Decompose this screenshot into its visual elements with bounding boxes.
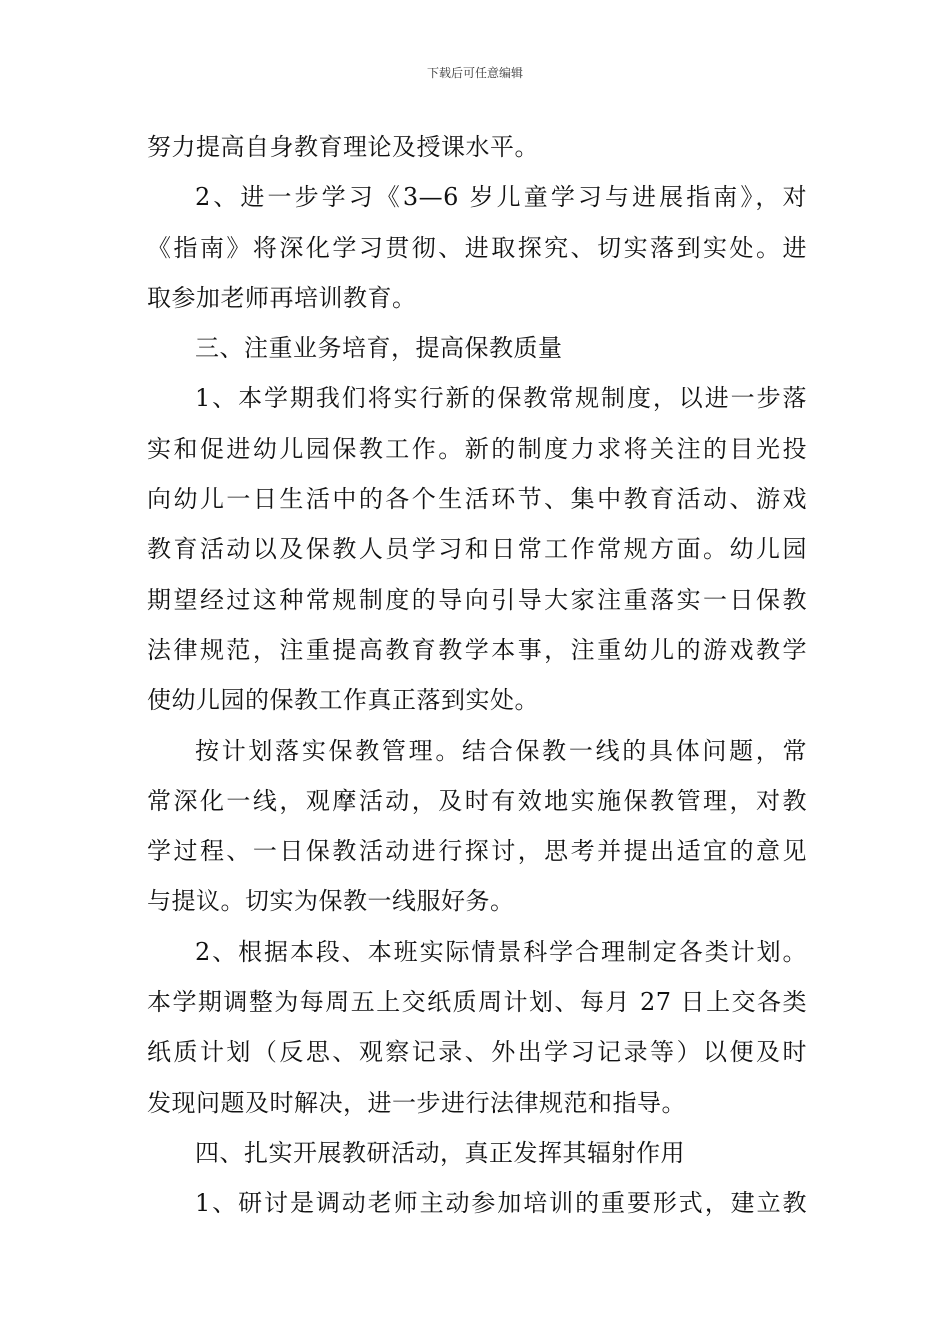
text-line: 实和促进幼儿园保教工作。新的制度力求将关注的目光投 bbox=[147, 434, 807, 463]
text-line: 与提议。切实为保教一线服好务。 bbox=[147, 887, 515, 916]
text-line: 向幼儿一日生活中的各个生活环节、集中教育活动、游戏 bbox=[147, 485, 807, 514]
text-line: 本学期调整为每周五上交纸质周计划、每月 27 日上交各类 bbox=[147, 988, 807, 1017]
document-body bbox=[147, 122, 807, 1229]
text-line: 2、进一步学习《3—6 岁儿童学习与进展指南》，对 bbox=[195, 183, 807, 212]
text-line: 1、研讨是调动老师主动参加培训的重要形式，建立教 bbox=[195, 1189, 807, 1218]
text-line: 纸质计划（反思、观察记录、外出学习记录等）以便及时 bbox=[147, 1038, 807, 1067]
text-line: 发现问题及时解决，进一步进行法律规范和指导。 bbox=[147, 1088, 686, 1117]
page-header: 下载后可任意编辑 bbox=[426, 66, 523, 80]
text-line: 1、本学期我们将实行新的保教常规制度，以进一步落 bbox=[195, 384, 807, 413]
text-line: 2、根据本段、本班实际情景科学合理制定各类计划。 bbox=[195, 937, 807, 966]
text-line: 努力提高自身教育理论及授课水平。 bbox=[147, 133, 539, 161]
text-line: 《指南》将深化学习贯彻、进取探究、切实落到实处。进 bbox=[147, 233, 807, 262]
text-line: 使幼儿园的保教工作真正落到实处。 bbox=[147, 686, 539, 715]
text-line: 按计划落实保教管理。结合保教一线的具体问题，常 bbox=[195, 736, 807, 765]
text-line: 常深化一线，观摩活动，及时有效地实施保教管理，对教 bbox=[147, 786, 807, 815]
text-line: 教育活动以及保教人员学习和日常工作常规方面。幼儿园 bbox=[147, 535, 807, 564]
section-heading: 四、扎实开展教研活动，真正发挥其辐射作用 bbox=[195, 1138, 685, 1167]
text-line: 期望经过这种常规制度的导向引导大家注重落实一日保教 bbox=[147, 585, 807, 614]
text-line: 学过程、一日保教活动进行探讨，思考并提出适宜的意见 bbox=[147, 837, 807, 866]
text-line: 法律规范，注重提高教育教学本事，注重幼儿的游戏教学 bbox=[147, 635, 807, 664]
text-line: 取参加老师再培训教育。 bbox=[147, 283, 417, 312]
section-heading: 三、注重业务培育，提高保教质量 bbox=[195, 334, 563, 363]
